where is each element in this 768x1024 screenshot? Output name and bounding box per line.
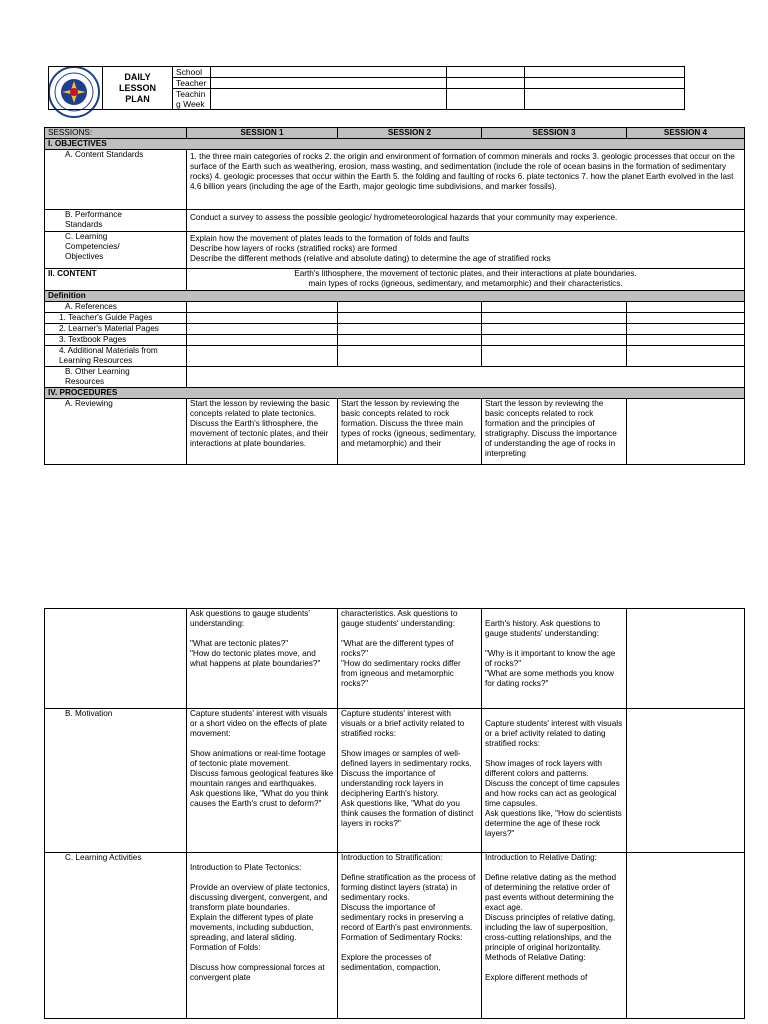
other-resources-label: B. Other Learning Resources <box>45 367 187 388</box>
content-standards-text: 1. the three main categories of rocks 2. the origin and environment of formation of common minerals and rocks 3. geologic processes that occur on the surface of the Earth such as weathering, erosion, mass wasting, and sedimentation (include the role of ocean basins in the formation of sedimentary rocks) 4. geologic processes that occur within the Earth 5. the folding and faulting of rocks 6. plate tectonics 7. how the planet Earth evolved in the last 4.6 billion years (including the age of the Earth, major geologic time subdivisions, and marker fossils). <box>187 150 745 210</box>
sessions-label: SESSIONS: <box>45 128 187 139</box>
session-4-header: SESSION 4 <box>627 128 745 139</box>
motivation-label: B. Motivation <box>45 709 187 853</box>
header-table <box>48 66 685 110</box>
session-3-header: SESSION 3 <box>482 128 627 139</box>
activities-session-4 <box>627 853 745 1019</box>
reviewing-cont-session-4 <box>627 609 745 709</box>
teaching-week-label: Teachin g Week <box>173 89 211 110</box>
reviewing-cont-session-3: Earth's history. Ask questions to gauge students' understanding: "Why is it important to know the age of rocks?" "What are some methods you know for dating rocks?" <box>482 609 627 709</box>
teacher-label: Teacher <box>173 78 211 89</box>
motivation-session-3: Capture students' interest with visuals or a brief activity related to dating stratified rocks: Show images of rock layers with different colors and patterns. Discuss the concept of time capsules and how rocks can act as geological time capsules. Ask questions like, "How do scientists determine the age of these rock layers?" <box>482 709 627 853</box>
competencies-label: C. Learning Competencies/ Objectives <box>45 232 187 269</box>
content-text: Earth's lithosphere, the movement of tectonic plates, and their interactions at plate boundaries. main types of rocks (igneous, sedimentary, and metamorphic) and their characteristics. <box>187 269 745 291</box>
reviewing-session-4 <box>627 399 745 465</box>
lesson-table-part2 <box>44 608 745 1019</box>
reviewing-cont-session-1: Ask questions to gauge students' understanding: "What are tectonic plates?" "How do tectonic plates move, and what happens at plate boundaries?" <box>187 609 338 709</box>
school-label: School <box>173 67 211 78</box>
performance-standards-text: Conduct a survey to assess the possible geologic/ hydrometeorological hazards that your community may experience. <box>187 210 745 232</box>
procedures-heading: IV. PROCEDURES <box>45 388 745 399</box>
reviewing-session-1: Start the lesson by reviewing the basic concepts related to plate tectonics. Discuss the Earth's lithosphere, the movement of tectonic plates, and their interactions at plate boundaries. <box>187 399 338 465</box>
activities-session-1: Introduction to Plate Tectonics: Provide an overview of plate tectonics, discussing divergent, convergent, and transform plate boundaries. Explain the different types of plate movements, including subduction, spreading, and lateral sliding. Formation of Folds: Discuss how compressional forces at convergent plate <box>187 853 338 1019</box>
session-1-header: SESSION 1 <box>187 128 338 139</box>
content-heading: II. CONTENT <box>45 269 187 291</box>
reviewing-session-3: Start the lesson by reviewing the basic concepts related to rock formation and the principles of stratigraphy. Discuss the importance of understanding the age of rocks in interpreting <box>482 399 627 465</box>
performance-standards-label: B. Performance Standards <box>45 210 187 232</box>
activities-session-3: Introduction to Relative Dating: Define relative dating as the method of determining the relative order of past events without determining the exact age. Discuss principles of relative dating, including the law of superposition, cross-cutting relationships, and the principle of original horizontality. Methods of Relative Dating: Explore different methods of <box>482 853 627 1019</box>
lesson-table-part1 <box>44 127 745 465</box>
references-label: A. References <box>45 302 187 313</box>
definition-heading: Definition <box>45 291 745 302</box>
teaching-week-value <box>211 89 447 110</box>
learning-activities-label: C. Learning Activities <box>45 853 187 1019</box>
competencies-text: Explain how the movement of plates leads to the formation of folds and faults Describe how layers of rocks (stratified rocks) are formed Describe the different methods (relative and absolute dating) to determine the age of stratified rocks <box>187 232 745 269</box>
additional-materials-label: 4. Additional Materials from Learning Resources <box>45 346 187 367</box>
lesson-plan-title: DAILY LESSON PLAN <box>103 67 173 110</box>
motivation-session-4 <box>627 709 745 853</box>
reviewing-label: A. Reviewing <box>45 399 187 465</box>
learners-material-label: 2. Learner's Material Pages <box>45 324 187 335</box>
activities-session-2: Introduction to Stratification: Define stratification as the process of forming distinct layers (strata) in sedimentary rocks. Discuss the importance of sedimentary rocks in preserving a record of Earth's past environments. Formation of Sedimentary Rocks: Explore the processes of sedimentation, compaction, <box>338 853 482 1019</box>
motivation-session-2: Capture students' interest with visuals or a brief activity related to stratified rocks: Show images or samples of well-defined layers in sedimentary rocks. Discuss the importance of understanding rock layers in deciphering Earth's history. Ask questions like, "What do you think causes the formation of distinct layers in rocks?" <box>338 709 482 853</box>
reviewing-cont-session-2: characteristics. Ask questions to gauge students' understanding: "What are the different types of rocks?" "How do sedimentary rocks differ from igneous and metamorphic rocks?" <box>338 609 482 709</box>
content-standards-label: A. Content Standards <box>45 150 187 210</box>
motivation-session-1: Capture students' interest with visuals or a short video on the effects of plate movement: Show animations or real-time footage of tectonic plate movement. Discuss famous geological features like mountain ranges and earthquakes. Ask questions like, "What do you think causes the Earth's crust to deform?" <box>187 709 338 853</box>
objectives-heading: I. OBJECTIVES <box>45 139 745 150</box>
textbook-pages-label: 3. Textbook Pages <box>45 335 187 346</box>
teacher-value <box>211 78 447 89</box>
reviewing-session-2: Start the lesson by reviewing the basic concepts related to rock formation. Discuss the three main types of rocks (igneous, sedimentary, and metamorphic) and their <box>338 399 482 465</box>
session-2-header: SESSION 2 <box>338 128 482 139</box>
teachers-guide-label: 1. Teacher's Guide Pages <box>45 313 187 324</box>
school-value <box>211 67 447 78</box>
